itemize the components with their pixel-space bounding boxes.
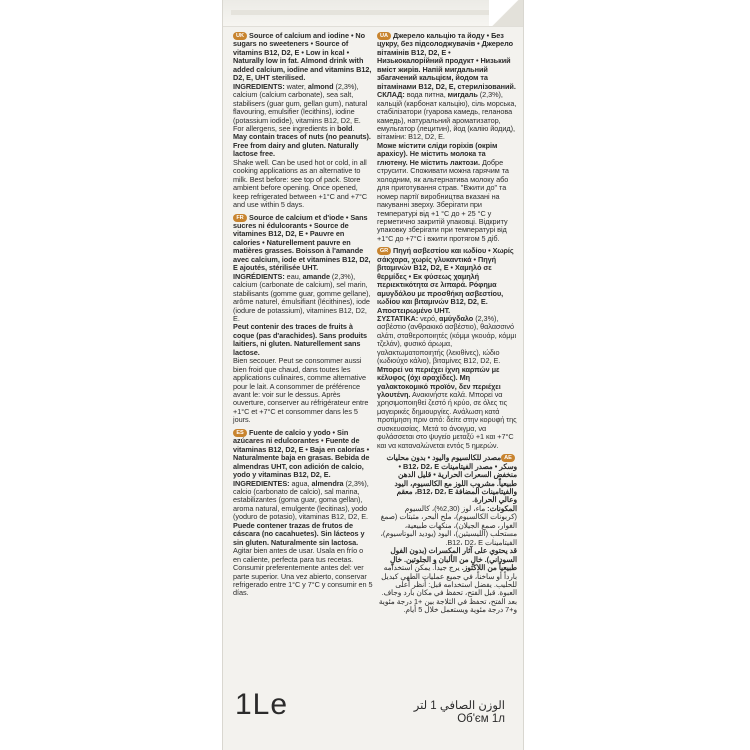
carton-side-panel	[222, 0, 524, 750]
ua-claims: Джерело кальцію та йоду • Без цукру, без підсолоджувачів • Джерело вітамінів B12, D2, E • Низькокалорійний продукт • Низький вміст жирів. Напій мигдальний збагачений кальцієм, йодом та вітамінами B12, D2, E, стерилізований.	[377, 31, 516, 91]
volume-mark: 1Le	[235, 688, 289, 721]
es-claims: Fuente de calcio y yodo • Sin azúcares ni edulcorantes • Fuente de vitaminas B12, D2, E • Baja en calorías • Naturalmente baja en grasas. Bebida de almendras UHT, con adición de calcio, yodo y vitaminas B12, D2, E.	[233, 427, 370, 480]
gr-language-badge: GR	[377, 247, 391, 255]
uk-ingredients-bold-word: bold	[337, 123, 353, 133]
gr-allergen-statement: Μπορεί να περιέχει ίχνη καρπών με κέλυφος (όχι αραχίδες). Μη γαλακτοκομικό προϊόν, δεν περιέχει γλουτένη.	[377, 364, 501, 400]
fr-usage-storage: Bien secouer. Peut se consommer aussi bien froid que chaud, dans toutes les applications culinaires, comme alternative pour le lait. A consommer de préférence avant le: voir sur le dessus. Après ouverture, conserver au réfrigérateur entre +1°C et +7°C et consommer dans les 5 jours.	[233, 356, 369, 425]
flap-corner	[489, 0, 523, 26]
es-ingredients-text2: (2,3%), calcio (carbonato de calcio), sal marina, estabilizantes (goma guar, goma gellan), aroma natural, emulgente (lecitinas), yodo (yoduro de potasio), vitaminas B12, D2, E.	[233, 478, 369, 522]
uk-language-badge: UK	[233, 32, 247, 40]
fr-claims: Source de calcium et d'iode • Sans sucres ni édulcorants • Source de vitamines B12, D2, E • Pauvre en calories • Naturellement pauvre en matières grasses. Boisson à l'amande avec calcium, iode et vitamines B12, D2, E ajoutés, stérilisée UHT.	[233, 212, 371, 273]
ua-ingredients-text2: (2,3%), кальцій (карбонат кальцію), сіль морська, стабілізатори (гуарова камедь, геланова камедь), натуральний ароматизатор, емульгатор (лецитин), йод (калію йодид), вітаміни: B12, D2, E.	[377, 90, 517, 142]
es-ingredients-text1: agua,	[289, 478, 312, 488]
uk-section	[233, 32, 373, 210]
gr-section	[377, 247, 517, 450]
flap-seal	[231, 10, 515, 15]
net-volume-block	[414, 700, 505, 726]
fr-ingredients-text1: eau,	[284, 271, 303, 281]
uk-usage-storage: Shake well. Can be used hot or cold, in all cooking applications as an alternative to milk. Best before: see top of pack. Store ambient before opening. Once opened, keep refrigerated between +1°C and +7°C and use within 5 days.	[233, 157, 368, 210]
right-text-column	[377, 32, 517, 619]
fr-language-badge: FR	[233, 214, 247, 222]
uk-ingredients-text1: water,	[284, 81, 308, 91]
es-section	[233, 429, 373, 598]
uk-ingredients-end: .	[352, 123, 355, 133]
fr-ingredients-label: INGRÉDIENTS:	[233, 271, 285, 281]
ua-section	[377, 32, 517, 243]
ua-allergen-statement: Може містити сліди горіхів (окрім арахісу). Не містить молока та глютену. Не містить лактози.	[377, 140, 498, 167]
es-ingredients-label: INGREDIENTES:	[233, 478, 290, 488]
uk-ingredients-text2: (2,3%), calcium (calcium carbonate), sea salt, stabilisers (guar gum, gellan gum), natural flavouring, emulsifier (lecithins), iodine (potassium iodide), vitamins B12, D2, E. For allergens, see ingredients in	[233, 81, 368, 133]
uk-claims: Source of calcium and iodine • No sugars no sweeteners • Source of vitamins B12, D2, E • Low in kcal • Naturally low in fat. Almond drink with added calcium, iodine and vitamins B12, D2, E, UHT sterilised.	[233, 31, 372, 83]
fr-section	[233, 214, 373, 425]
net-volume-arabic: الوزن الصافي 1 لتر	[413, 700, 505, 712]
es-usage-storage: Agitar bien antes de usar. Usala en frío o en caliente, perfecta para tus recetas. Consumir preferentemente antes del: ver parte superior. Una vez abierto, conservar refrigerado entre 1°C y 7°C y consumir en 5 días.	[233, 546, 373, 598]
ae-language-badge: AE	[501, 454, 515, 462]
ae-claims: مصدر للكالسيوم واليود • بدون محليات وسكر • مصدر الفيتامينات B12، D2، E • منخفض السعرات الحرارية • قليل الدهن طبيعياً. مشروب اللوز مع الكالسيوم، اليود والفيتامينات المضافة B12، D2، E، معقم وعالي الحرارة.	[386, 453, 517, 505]
gr-usage-storage: Ανακινήστε καλά. Μπορεί να χρησιμοποιηθεί ζεστό ή κρύο, σε όλες τις μαγειρικές δημιουργίες. Ανάλωση κατά προτίμηση πριν από: δείτε στην κορυφή της συσκευασίας. Μετά το άνοιγμα, να φυλάσσεται στο ψυγείο μεταξύ +1 και +7°C και να καταναλώνεται εντός 5 ημερών.	[377, 390, 517, 450]
ua-ingredients-allergen: мигдаль	[447, 90, 478, 100]
es-allergen-statement: Puede contener trazas de frutos de cáscara (no cacahuetes). Sin lácteos y sin gluten. Naturalmente sin lactosa.	[233, 520, 365, 547]
ae-ingredients-text: ماء، لوز (2,30%)، كالسيوم (كربونات الكالسيوم)، ملح البحر، مثبتات (صمغ الغوار، صمغ الجيلان)، منكهات طبيعية، مستحلب (الليسيثين)، اليود (يوديد البوتاسيوم)، الفيتامينات B12، D2، E.	[380, 503, 517, 547]
gr-ingredients-allergen: αμύγδαλο	[439, 313, 474, 323]
net-volume-ukrainian: Об'єм 1л	[457, 713, 505, 725]
es-ingredients-allergen: almendra	[311, 478, 344, 488]
ua-ingredients-text1: вода питна,	[404, 90, 448, 100]
ae-ingredients-label: المكونات:	[487, 503, 517, 513]
gr-claims: Πηγή ασβεστίου και ιωδίου • Χωρίς σάκχαρα, χωρίς γλυκαντικά • Πηγή βιταμινών B12, D2, E • Χαμηλό σε θερμίδες • Εκ φύσεως χαμηλή περιεκτικότητα σε λιπαρά. Ρόφημα αμυγδάλου με προσθήκη ασβεστίου, ιωδίου και βιταμινών B12, D2, E. Αποστειρωμένο UHT.	[377, 246, 514, 315]
ua-language-badge: UA	[377, 32, 391, 40]
gr-ingredients-text1: νερό,	[418, 313, 440, 323]
fr-allergen-statement: Peut contenir des traces de fruits à coque (pas d'arachides). Sans produits laitiers, ni gluten. Naturellement sans lactose.	[233, 322, 368, 357]
gr-ingredients-label: ΣΥΣΤΑΤΙΚΑ:	[377, 313, 419, 323]
carton-top-flap	[223, 0, 523, 27]
ae-usage-storage: يرج جيداً. يمكن استخدامه بارداً أو ساخناً، في جميع عمليات الطهي كبديل للحليب. يفضل استخدامه قبل: أنظر أعلى العبوة. قبل الفتح، تحفظ في مكان بارد وجاف. بعد الفتح، تحفظ في الثلاجة بين +1 درجة مئوية و+7 درجة مئوية ويستعمل خلال 5 أيام.	[378, 563, 517, 615]
ae-section	[377, 454, 517, 615]
es-language-badge: ES	[233, 429, 247, 437]
left-text-column	[233, 32, 373, 602]
gr-ingredients-text2: (2,3%), ασβέστιο (ανθρακικό ασβέστιο), θαλασσινό αλάτι, σταθεροποιητές (κόμμι γκουάρ, κόμμι τζελάν), φυσικό άρωμα, γαλακτωματοποιητής (λεκιθίνες), ιώδιο (ιωδιούχο κάλιο), βιταμίνες B12, D2, E.	[377, 313, 517, 366]
fr-ingredients-allergen: amande	[302, 271, 330, 281]
ae-allergen-statement: قد يحتوي على آثار المكسرات (بدون الفول السوداني). خالٍ من الألبان و الجلوتين. خالٍ طبيعياً من اللاكتوز.	[389, 546, 517, 573]
uk-ingredients-allergen: almond	[307, 81, 334, 91]
ua-ingredients-label: СКЛАД:	[377, 90, 405, 100]
ua-usage-storage: Добре струсити. Споживати можна гарячим та холодним, як альтернатива молоку або для приготування страв. "Вжити до" та номер партії виробництва вказані на пакуванні зверху. Зберігати при температурі від +1 °C до + 25 °C у герметично закритій упаковці. Відкриту упаковку зберігати при температурі від +1°C до +7°C і вжити протягом 5 діб.	[377, 157, 509, 243]
uk-ingredients-label: INGREDIENTS:	[233, 81, 285, 91]
uk-allergen-statement: May contain traces of nuts (no peanuts). Free from dairy and gluten. Naturally lactose free.	[233, 132, 371, 159]
fr-ingredients-text2: (2,3%), calcium (carbonate de calcium), sel marin, stabilisants (gomme guar, gomme gellane), arôme naturel, émulsifiant (lécithines), iode (iodure de potassium), vitamines B12, D2, E.	[233, 271, 371, 323]
